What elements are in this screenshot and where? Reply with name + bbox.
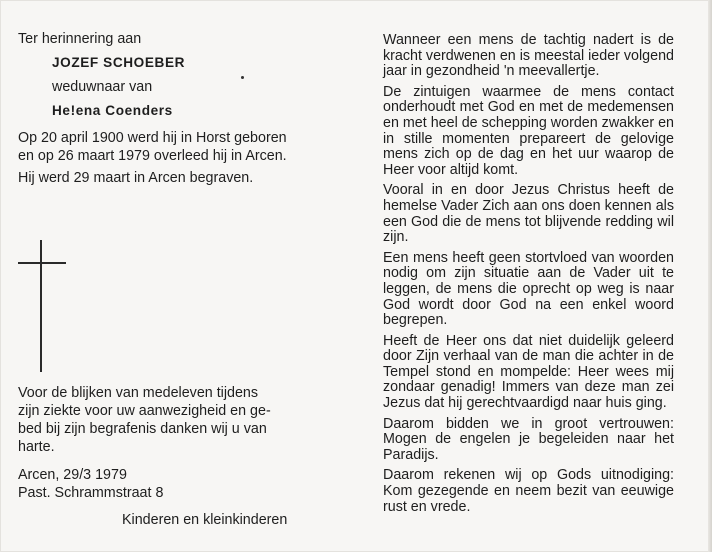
deceased-name: JOZEF SCHOEBER <box>52 55 186 70</box>
address: Past. Schrammstraat 8 <box>18 485 164 501</box>
spouse-name: He!ena Coenders <box>52 103 173 118</box>
paragraph: Daarom rekenen wij op Gods uitnodiging: Kom gezegende en neem bezit van eeuwige rust en vrede. <box>383 467 674 515</box>
birth-line: Op 20 april 1900 werd hij in Horst geboren <box>18 130 287 146</box>
widower-of-label: weduwnaar van <box>52 79 153 95</box>
thanks-block <box>18 384 308 529</box>
place-date: Arcen, 29/3 1979 <box>18 467 127 483</box>
death-line: en op 26 maart 1979 overleed hij in Arcen. <box>18 148 287 164</box>
left-column <box>18 30 308 187</box>
paragraph: Daarom bidden we in groot vertrouwen: Mogen de engelen je begeleiden naar het Paradijs. <box>383 415 674 463</box>
thanks-line: Voor de blijken van medeleven tijdens <box>18 385 259 401</box>
burial-line: Hij werd 29 maart in Arcen begraven. <box>18 170 254 186</box>
paragraph: De zintuigen waarmee de mens contact onderhoudt met God en met de medemensen en met heel de schepping worden zwakker en in stille momenten prepareert de gelovige mens zich op de dag en het uur waarop de Heer voor altijd komt. <box>383 83 674 178</box>
card-edge <box>708 0 712 552</box>
cross-icon <box>40 240 42 372</box>
in-memory-heading: Ter herinnering aan <box>18 31 142 47</box>
signature: Kinderen en kleinkinderen <box>122 512 288 528</box>
paragraph: Heeft de Heer ons dat niet duidelijk geleerd door Zijn verhaal van de man die achter in de Tempel stond en mompelde: Heer wees mij zondaar genadig! Immers van deze man zei Jezus dat hij gerechtvaardigd naar huis ging. <box>383 332 674 412</box>
thanks-line: harte. <box>18 439 55 455</box>
paragraph: Wanneer een mens de tachtig nadert is de kracht verdwenen en is meestal ieder volgend jaar in gezondheid 'n meevallertje. <box>383 32 674 80</box>
paragraph: Een mens heeft geen stortvloed van woorden nodig om zijn situatie aan de Vader uit te leggen, de mens die oprecht op weg is naar God wordt door God na een enkel woord begrepen. <box>383 249 674 329</box>
thanks-line: zijn ziekte voor uw aanwezigheid en ge- <box>18 403 271 419</box>
paragraph: Vooral in en door Jezus Christus heeft de hemelse Vader Zich aan ons doen kennen als een God die de mens tot blijvende redding wil zijn. <box>383 182 674 246</box>
thanks-line: bed bij zijn begrafenis danken wij u van <box>18 421 267 437</box>
right-column <box>383 33 674 520</box>
cross-icon-bar <box>18 262 66 264</box>
print-speck <box>241 76 244 79</box>
